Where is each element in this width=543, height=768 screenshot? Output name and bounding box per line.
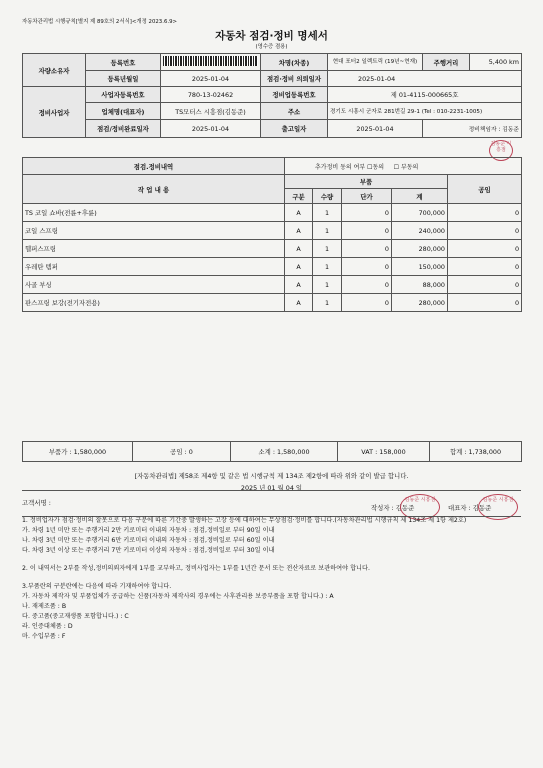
mileage-label: 주행거리 xyxy=(423,54,470,71)
row-total: 700,000 xyxy=(392,204,448,222)
row-type: A xyxy=(285,276,313,294)
subtotal: 소계 : 1,580,000 xyxy=(231,442,338,462)
row-qty: 1 xyxy=(313,276,342,294)
issue-date: 2025 년 01 월 04 일 xyxy=(240,484,303,492)
row-item: 판스프링 보강(전기자전용) xyxy=(23,294,285,312)
done-date-label: 점검/정비완료일자 xyxy=(86,120,161,138)
row-labor: 0 xyxy=(448,222,522,240)
row-unit: 0 xyxy=(342,204,392,222)
divider xyxy=(22,490,521,491)
note-3c: 다. 중고품(중고재생품 포함합니다.) : C xyxy=(22,613,129,620)
row-total: 150,000 xyxy=(392,258,448,276)
row-item: 코일 스프링 xyxy=(23,222,285,240)
row-labor: 0 xyxy=(448,258,522,276)
table-row xyxy=(23,240,522,258)
release-value: 2025-01-04 xyxy=(328,120,423,138)
manager-label: 정비책임자 : 김동준 xyxy=(423,120,522,138)
row-labor: 0 xyxy=(448,204,522,222)
row-type: A xyxy=(285,240,313,258)
vat-total: VAT : 158,000 xyxy=(338,442,430,462)
row-item: TS 코일 쇼바(전륜+후륜) xyxy=(23,204,285,222)
ceo-stamp: 김동준 시흥점 xyxy=(478,494,518,520)
total-header: 계 xyxy=(392,189,448,204)
row-qty: 1 xyxy=(313,294,342,312)
row-total: 88,000 xyxy=(392,276,448,294)
unit-header: 단가 xyxy=(342,189,392,204)
model-label: 차명(차종) xyxy=(261,54,328,71)
done-date-value: 2025-01-04 xyxy=(161,120,261,138)
shop-reg-label: 정비업등록번호 xyxy=(261,87,328,103)
row-unit: 0 xyxy=(342,294,392,312)
type-header: 구분 xyxy=(285,189,313,204)
regulation-note: 자동차관리법 시행규칙[별지 제 89호의 2서식]<개정 2023.6.9> xyxy=(22,19,178,25)
address-value: 경기도 시흥시 군자로 281번길 29-1 (Tel : 010-2231-1005) xyxy=(328,103,522,120)
row-item: 사골 부싱 xyxy=(23,276,285,294)
shop-name-value: TS모터스 시흥점(김동준) xyxy=(161,103,261,120)
reg-date-value: 2025-01-04 xyxy=(161,71,261,87)
row-type: A xyxy=(285,294,313,312)
release-label: 출고일자 xyxy=(261,120,328,138)
writer-label: 작성자 : 김동준 xyxy=(371,504,415,512)
shop-section-label: 정비사업자 xyxy=(23,87,86,138)
shop-name-label: 업체명(대표자) xyxy=(86,103,161,120)
table-row xyxy=(23,222,522,240)
totals-table xyxy=(22,441,522,462)
table-row xyxy=(23,276,522,294)
table-row xyxy=(23,294,522,312)
grand-total: 합계 : 1,738,000 xyxy=(430,442,522,462)
disagree-checkbox[interactable]: ☐ xyxy=(393,163,400,171)
note-2: 2. 이 내역서는 2부를 작성,정비의뢰자에게 1부를 교부하고, 정비사업자는 1부를 1년간 문서 또는 전산자료로 보관하여야 합니다. xyxy=(22,565,370,572)
row-total: 280,000 xyxy=(392,240,448,258)
note-1: 1. 정비업자가 점검·정비의 잘못으로 다음 구분에 따른 기간중 발생하는 고장 등에 대하여는 무상점검·정비를 합니다.(자동차관리법 시행규칙 제 134조 제 1항 제2호) xyxy=(22,517,467,524)
note-3b: 나. 재제조품 : B xyxy=(22,603,67,610)
work-section-label: 점검.정비내역 xyxy=(23,158,285,175)
row-total: 240,000 xyxy=(392,222,448,240)
row-total: 280,000 xyxy=(392,294,448,312)
model-value: 현대 포터2 일렉트릭 (19년~현재) xyxy=(328,54,423,71)
row-type: A xyxy=(285,204,313,222)
additional-consent: 추가정비 동의 여부 ☐동의 ☐ 부동의 xyxy=(285,158,522,175)
row-unit: 0 xyxy=(342,258,392,276)
row-unit: 0 xyxy=(342,222,392,240)
table-row xyxy=(23,204,522,222)
row-labor: 0 xyxy=(448,294,522,312)
row-qty: 1 xyxy=(313,240,342,258)
request-date-value: 2025-01-04 xyxy=(328,71,522,87)
parts-total: 부품가 : 1,580,000 xyxy=(23,442,133,462)
labor-total: 공임 : 0 xyxy=(133,442,231,462)
agree-checkbox[interactable]: ☐ xyxy=(367,163,373,171)
work-table xyxy=(22,157,522,312)
row-labor: 0 xyxy=(448,276,522,294)
row-type: A xyxy=(285,258,313,276)
request-date-label: 점검·정비 의뢰일자 xyxy=(261,71,328,87)
note-1b: 나. 차령 3년 미만 또는 주행거리 6만 키로미터 이내의 자동차 : 점검,정비일로 부터 60일 이내 xyxy=(22,537,275,544)
row-labor: 0 xyxy=(448,240,522,258)
customer-signature-label: 고객서명 : xyxy=(22,499,51,507)
row-unit: 0 xyxy=(342,276,392,294)
writer-stamp: 김동준 시흥점 xyxy=(400,494,440,520)
biz-no-value: 780-13-02462 xyxy=(161,87,261,103)
note-3: 3.부품란의 구분란에는 다음에 따라 기재하여야 합니다. xyxy=(22,583,172,590)
row-unit: 0 xyxy=(342,240,392,258)
notes-section xyxy=(22,516,521,642)
shop-reg-value: 제 01-4115-000665호 xyxy=(328,87,522,103)
row-qty: 1 xyxy=(313,258,342,276)
table-row xyxy=(23,258,522,276)
reg-date-label: 등록년월일 xyxy=(86,71,161,87)
note-1c: 다. 차령 3년 이상 또는 주행거리 7만 키로미터 이상의 자동차 : 점검,정비일로 부터 30일 이내 xyxy=(22,547,275,554)
row-qty: 1 xyxy=(313,222,342,240)
document-title: 자동차 점검·정비 명세서 xyxy=(215,30,328,42)
note-3d: 라. 인증대체품 : D xyxy=(22,623,73,630)
row-qty: 1 xyxy=(313,204,342,222)
qty-header: 수량 xyxy=(313,189,342,204)
biz-no-label: 사업자등록번호 xyxy=(86,87,161,103)
document-subtitle: (영수증 겸용) xyxy=(255,44,288,50)
issue-statement: [자동차관리법] 제58조 제4항 및 같은 법 시행규칙 제 134조 제2항에 따라 위와 같이 발급 합니다. xyxy=(134,472,409,480)
parts-header: 부품 xyxy=(285,175,448,189)
address-label: 주소 xyxy=(261,103,328,120)
note-3a: 가. 자동차 제작자 및 부품업체가 공급하는 신품(자동차 제작사의 경우에는 사후관리용 보증부품을 포함 합니다.) : A xyxy=(22,593,334,600)
note-3e: 마. 수입부품 : F xyxy=(22,633,66,640)
owner-section-label: 자량소유자 xyxy=(23,54,86,87)
manager-stamp: 김동준 시흥점 xyxy=(489,140,513,161)
mileage-value: 5,400 km xyxy=(470,54,522,71)
row-item: 우레탄 템퍼 xyxy=(23,258,285,276)
item-header: 작 업 내 용 xyxy=(23,175,285,204)
reg-no-label: 등록번호 xyxy=(86,54,161,71)
reg-no-barcode xyxy=(161,54,261,71)
labor-header: 공임 xyxy=(448,175,522,204)
info-table xyxy=(22,53,522,138)
note-1a: 가. 차령 1년 미만 또는 주행거리 2만 키로미터 이내의 자동차 : 점검,정비일로 부터 90일 이내 xyxy=(22,527,275,534)
row-type: A xyxy=(285,222,313,240)
ceo-label: 대표자 : 김동준 xyxy=(448,504,492,512)
row-item: 헬퍼스프링 xyxy=(23,240,285,258)
